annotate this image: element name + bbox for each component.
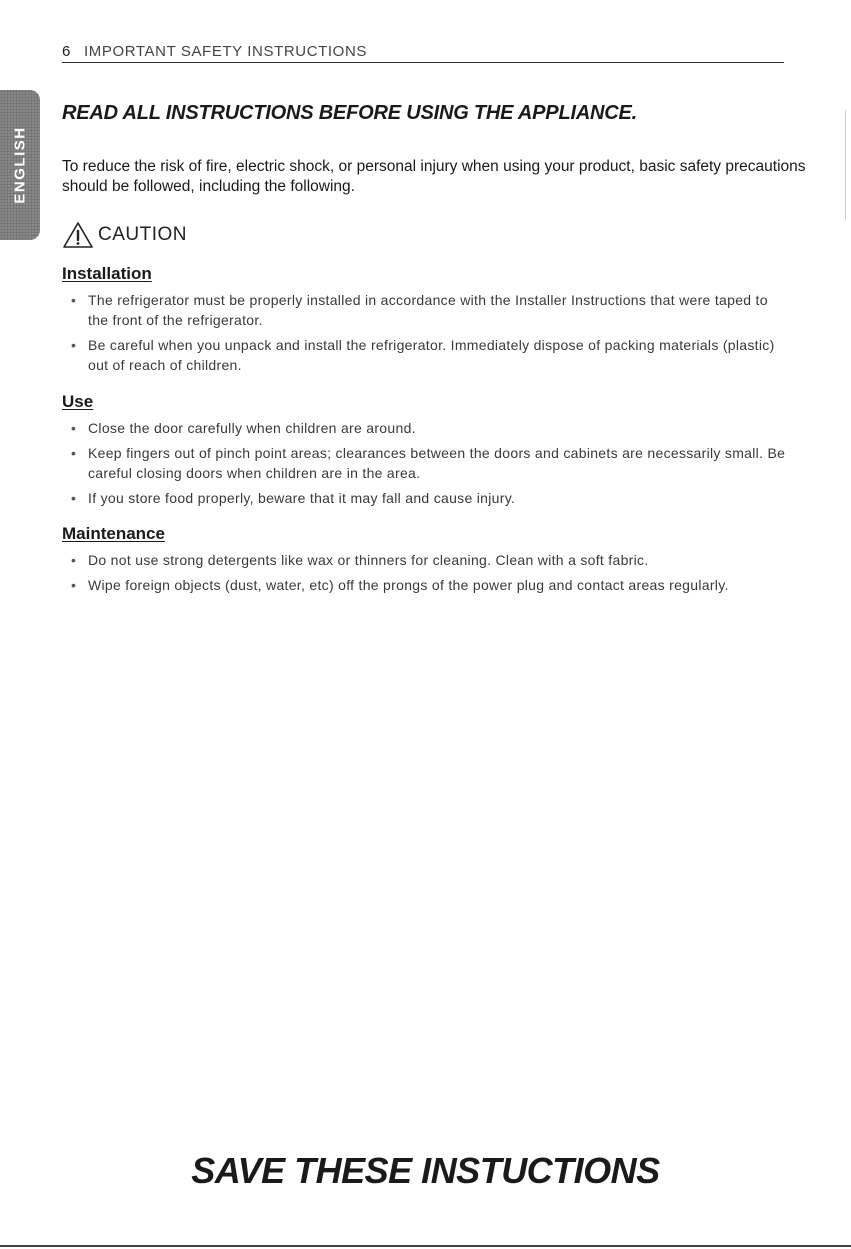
section-use — [62, 392, 792, 513]
warning-triangle-icon — [62, 221, 94, 249]
section-title-installation: Installation — [62, 264, 152, 283]
section-installation — [62, 264, 792, 380]
section-maintenance — [62, 524, 792, 600]
list-item: • Wipe foreign objects (dust, water, etc) off the prongs of the power plug and contact areas regularly. — [62, 575, 792, 595]
caution-label: CAUTION — [98, 224, 187, 245]
margin-rule — [845, 110, 846, 220]
footer-banner: SAVE THESE INSTUCTIONS — [191, 1150, 660, 1191]
page-number: 6 — [62, 43, 71, 60]
list-item: • If you store food properly, beware that it may fall and cause injury. — [62, 488, 792, 508]
caution-block — [62, 220, 187, 250]
list-item: • Do not use strong detergents like wax or thinners for cleaning. Clean with a soft fabric. — [62, 550, 792, 570]
list-item: • Close the door carefully when children are around. — [62, 418, 792, 438]
language-tab-label: ENGLISH — [11, 126, 29, 204]
page-header — [62, 42, 784, 63]
section-title-use: Use — [62, 392, 94, 411]
maintenance-list — [62, 550, 792, 595]
installation-list — [62, 290, 792, 375]
use-list — [62, 418, 792, 508]
intro-paragraph: To reduce the risk of fire, electric shock, or personal injury when using your product, basic safety precautions should be followed, including the following. — [62, 158, 806, 195]
bottom-rule — [0, 1245, 851, 1247]
list-item: • Keep fingers out of pinch point areas; clearances between the doors and cabinets are necessarily small. Be careful closing doors when children are in the area. — [62, 443, 792, 483]
page-title: READ ALL INSTRUCTIONS BEFORE USING THE APPLIANCE. — [62, 102, 638, 124]
list-item: • The refrigerator must be properly installed in accordance with the Installer Instructions that were taped to the front of the refrigerator. — [62, 290, 792, 330]
header-section-title: IMPORTANT SAFETY INSTRUCTIONS — [84, 43, 367, 60]
language-tab — [0, 90, 40, 240]
section-title-maintenance: Maintenance — [62, 524, 165, 543]
list-item: • Be careful when you unpack and install the refrigerator. Immediately dispose of packing materials (plastic) out of reach of children. — [62, 335, 792, 375]
